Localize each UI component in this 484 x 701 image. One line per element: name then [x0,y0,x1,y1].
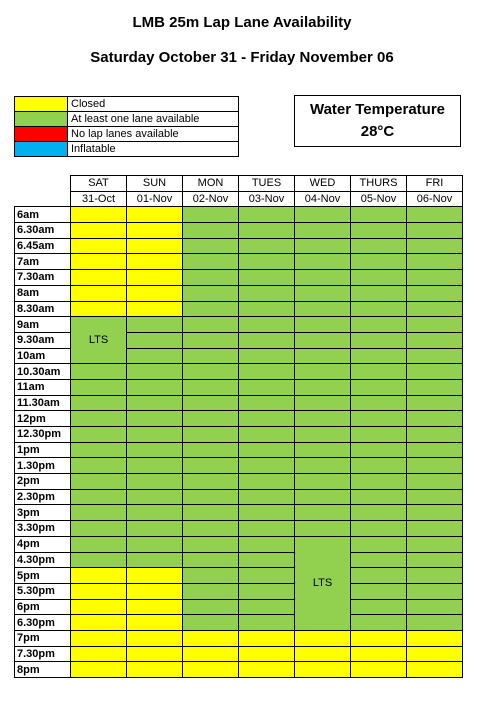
time-label: 6.30am [15,223,71,239]
slot-cell [239,474,295,490]
column-header-day: TUES [239,176,295,192]
legend-swatch-closed [15,97,68,112]
slot-cell [127,474,183,490]
time-label: 9.30am [15,332,71,348]
slot-cell [351,238,407,254]
slot-cell [127,662,183,678]
slot-cell [407,270,463,286]
table-row [15,583,463,599]
slot-cell [351,254,407,270]
slot-cell [183,301,239,317]
slot-cell [127,254,183,270]
slot-cell [127,317,183,333]
slot-cell [71,285,127,301]
time-label: 3pm [15,505,71,521]
column-header-day: SAT [71,176,127,192]
slot-cell [127,238,183,254]
table-row [15,536,463,552]
slot-cell [71,207,127,223]
slot-cell [239,207,295,223]
slot-cell [351,270,407,286]
slot-cell [127,630,183,646]
header-row-date [15,191,463,207]
header-blank [15,191,71,207]
slot-cell [239,646,295,662]
slot-cell [71,395,127,411]
page-title: LMB 25m Lap Lane Availability [132,14,352,31]
time-label: 6.45am [15,238,71,254]
slot-cell [71,474,127,490]
time-label: 4.30pm [15,552,71,568]
slot-cell [239,615,295,631]
slot-cell [127,411,183,427]
column-header-date: 06-Nov [407,191,463,207]
slot-cell [71,599,127,615]
slot-cell [183,458,239,474]
column-header-date: 02-Nov [183,191,239,207]
slot-cell [407,489,463,505]
header-blank [15,176,71,192]
slot-cell [351,379,407,395]
slot-cell [183,630,239,646]
slot-cell [183,348,239,364]
slot-cell [295,254,351,270]
time-label: 8am [15,285,71,301]
table-row [15,427,463,443]
slot-cell [127,458,183,474]
slot-cell [295,270,351,286]
slot-cell [127,364,183,380]
legend-item [15,112,239,127]
slot-cell [239,458,295,474]
slot-cell [127,615,183,631]
slot-cell [127,521,183,537]
table-row [15,411,463,427]
slot-cell [71,521,127,537]
slot-cell [183,442,239,458]
slot-cell [351,615,407,631]
slot-cell [295,317,351,333]
slot-cell [127,599,183,615]
legend-label: No lap lanes available [68,127,239,142]
slot-cell [71,301,127,317]
slot-cell [351,521,407,537]
slot-cell [127,395,183,411]
slot-cell [407,646,463,662]
slot-cell [239,379,295,395]
time-label: 7.30am [15,270,71,286]
table-row [15,379,463,395]
legend-item [15,127,239,142]
slot-cell [127,348,183,364]
lts-block: LTS [295,536,351,630]
table-row [15,207,463,223]
slot-cell [351,207,407,223]
slot-cell [239,411,295,427]
slot-cell [351,662,407,678]
slot-cell [239,364,295,380]
time-label: 7.30pm [15,646,71,662]
column-header-date: 31-Oct [71,191,127,207]
slot-cell [239,348,295,364]
slot-cell [407,332,463,348]
time-label: 3.30pm [15,521,71,537]
slot-cell [183,489,239,505]
table-row [15,301,463,317]
slot-cell [183,583,239,599]
table-row [15,568,463,584]
time-label: 12pm [15,411,71,427]
time-label: 11am [15,379,71,395]
slot-cell [239,301,295,317]
table-row [15,285,463,301]
slot-cell [295,238,351,254]
slot-cell [407,348,463,364]
slot-cell [183,599,239,615]
slot-cell [351,489,407,505]
slot-cell [407,662,463,678]
slot-cell [183,285,239,301]
time-label: 4pm [15,536,71,552]
column-header-date: 04-Nov [295,191,351,207]
slot-cell [295,505,351,521]
time-label: 6am [15,207,71,223]
slot-cell [71,662,127,678]
table-row [15,662,463,678]
slot-cell [351,474,407,490]
slot-cell [183,568,239,584]
slot-cell [295,223,351,239]
slot-cell [295,301,351,317]
slot-cell [71,615,127,631]
water-temperature-label: Water Temperature [309,101,446,118]
slot-cell [407,379,463,395]
legend-label: Closed [68,97,239,112]
slot-cell [183,536,239,552]
slot-cell [407,223,463,239]
slot-cell [239,583,295,599]
slot-cell [71,646,127,662]
slot-cell [407,301,463,317]
slot-cell [127,489,183,505]
slot-cell [239,442,295,458]
table-row [15,223,463,239]
slot-cell [127,646,183,662]
slot-cell [295,364,351,380]
slot-cell [127,536,183,552]
slot-cell [351,505,407,521]
time-label: 11.30am [15,395,71,411]
slot-cell [127,505,183,521]
slot-cell [239,270,295,286]
slot-cell [183,552,239,568]
slot-cell [239,536,295,552]
slot-cell [407,411,463,427]
column-header-day: WED [295,176,351,192]
water-temperature-box [294,95,461,147]
slot-cell [239,505,295,521]
table-row [15,646,463,662]
slot-cell [71,568,127,584]
legend-item [15,142,239,157]
slot-cell [127,270,183,286]
table-row [15,521,463,537]
column-header-date: 03-Nov [239,191,295,207]
slot-cell [239,285,295,301]
time-label: 10.30am [15,364,71,380]
column-header-date: 01-Nov [127,191,183,207]
slot-cell [295,474,351,490]
time-label: 2pm [15,474,71,490]
slot-cell [71,630,127,646]
slot-cell [183,662,239,678]
slot-cell [71,223,127,239]
slot-cell [183,332,239,348]
slot-cell [407,427,463,443]
legend-label: Inflatable [68,142,239,157]
slot-cell [239,489,295,505]
slot-cell [407,505,463,521]
table-row [15,270,463,286]
slot-cell [351,332,407,348]
slot-cell [407,238,463,254]
time-label: 5.30pm [15,583,71,599]
slot-cell [127,285,183,301]
slot-cell [71,254,127,270]
table-row [15,254,463,270]
table-row [15,615,463,631]
slot-cell [295,395,351,411]
slot-cell [239,427,295,443]
slot-cell [295,442,351,458]
slot-cell [183,411,239,427]
slot-cell [127,223,183,239]
table-row [15,505,463,521]
table-row [15,364,463,380]
table-row [15,489,463,505]
slot-cell [127,207,183,223]
slot-cell [407,364,463,380]
slot-cell [239,599,295,615]
slot-cell [127,568,183,584]
slot-cell [183,223,239,239]
slot-cell [183,615,239,631]
slot-cell [127,552,183,568]
slot-cell [71,442,127,458]
slot-cell [71,238,127,254]
time-label: 7pm [15,630,71,646]
time-label: 1.30pm [15,458,71,474]
slot-cell [407,395,463,411]
table-row [15,474,463,490]
time-label: 8.30am [15,301,71,317]
schedule-table [14,175,463,678]
slot-cell [71,583,127,599]
time-label: 7am [15,254,71,270]
table-row [15,238,463,254]
slot-cell [351,630,407,646]
slot-cell [183,317,239,333]
slot-cell [127,379,183,395]
slot-cell [183,364,239,380]
time-label: 9am [15,317,71,333]
slot-cell [351,348,407,364]
slot-cell [239,630,295,646]
time-label: 5pm [15,568,71,584]
slot-cell [351,411,407,427]
column-header-day: MON [183,176,239,192]
table-row [15,442,463,458]
slot-cell [407,615,463,631]
slot-cell [183,207,239,223]
slot-cell [239,568,295,584]
slot-cell [351,646,407,662]
slot-cell [239,238,295,254]
slot-cell [295,348,351,364]
slot-cell [407,536,463,552]
slot-cell [407,599,463,615]
slot-cell [71,536,127,552]
slot-cell [351,301,407,317]
slot-cell [71,427,127,443]
water-temperature-value: 28°C [360,123,395,140]
slot-cell [127,427,183,443]
slot-cell [71,379,127,395]
slot-cell [183,395,239,411]
slot-cell [71,411,127,427]
slot-cell [407,458,463,474]
slot-cell [239,662,295,678]
slot-cell [295,332,351,348]
slot-cell [183,427,239,443]
slot-cell [351,583,407,599]
slot-cell [351,568,407,584]
slot-cell [239,332,295,348]
table-row [15,552,463,568]
slot-cell [71,364,127,380]
slot-cell [183,521,239,537]
time-label: 6.30pm [15,615,71,631]
slot-cell [71,489,127,505]
slot-cell [295,379,351,395]
slot-cell [351,599,407,615]
header-row-day [15,176,463,192]
slot-cell [239,254,295,270]
slot-cell [351,285,407,301]
slot-cell [351,536,407,552]
slot-cell [351,427,407,443]
slot-cell [71,552,127,568]
slot-cell [295,458,351,474]
slot-cell [351,552,407,568]
slot-cell [127,301,183,317]
legend [14,96,239,157]
slot-cell [71,270,127,286]
slot-cell [127,332,183,348]
slot-cell [407,207,463,223]
slot-cell [351,395,407,411]
time-label: 12.30pm [15,427,71,443]
slot-cell [183,270,239,286]
slot-cell [407,583,463,599]
slot-cell [183,254,239,270]
time-label: 1pm [15,442,71,458]
slot-cell [71,505,127,521]
slot-cell [295,489,351,505]
legend-item [15,97,239,112]
slot-cell [239,521,295,537]
slot-cell [351,442,407,458]
slot-cell [183,646,239,662]
column-header-day: SUN [127,176,183,192]
slot-cell [407,568,463,584]
slot-cell [183,238,239,254]
lts-block: LTS [71,317,127,364]
slot-cell [407,254,463,270]
slot-cell [295,521,351,537]
column-header-day: FRI [407,176,463,192]
slot-cell [127,442,183,458]
slot-cell [407,474,463,490]
date-range: Saturday October 31 - Friday November 06 [90,49,394,66]
slot-cell [407,285,463,301]
slot-cell [183,505,239,521]
slot-cell [351,364,407,380]
legend-label: At least one lane available [68,112,239,127]
slot-cell [71,458,127,474]
time-label: 10am [15,348,71,364]
legend-swatch-inflatable [15,142,68,157]
slot-cell [351,317,407,333]
table-row [15,630,463,646]
time-label: 6pm [15,599,71,615]
slot-cell [127,583,183,599]
slot-cell [407,442,463,458]
slot-cell [407,552,463,568]
slot-cell [183,474,239,490]
column-header-date: 05-Nov [351,191,407,207]
table-row [15,599,463,615]
slot-cell [295,630,351,646]
slot-cell [239,223,295,239]
slot-cell [295,662,351,678]
slot-cell [295,207,351,223]
table-row [15,395,463,411]
slot-cell [183,379,239,395]
slot-cell [407,630,463,646]
time-label: 2.30pm [15,489,71,505]
column-header-day: THURS [351,176,407,192]
slot-cell [239,317,295,333]
slot-cell [295,646,351,662]
table-row [15,317,463,333]
legend-swatch-none [15,127,68,142]
slot-cell [239,395,295,411]
table-row [15,458,463,474]
slot-cell [295,427,351,443]
legend-swatch-available [15,112,68,127]
slot-cell [351,458,407,474]
slot-cell [295,411,351,427]
slot-cell [351,223,407,239]
slot-cell [239,552,295,568]
slot-cell [407,521,463,537]
slot-cell [407,317,463,333]
slot-cell [295,285,351,301]
time-label: 8pm [15,662,71,678]
